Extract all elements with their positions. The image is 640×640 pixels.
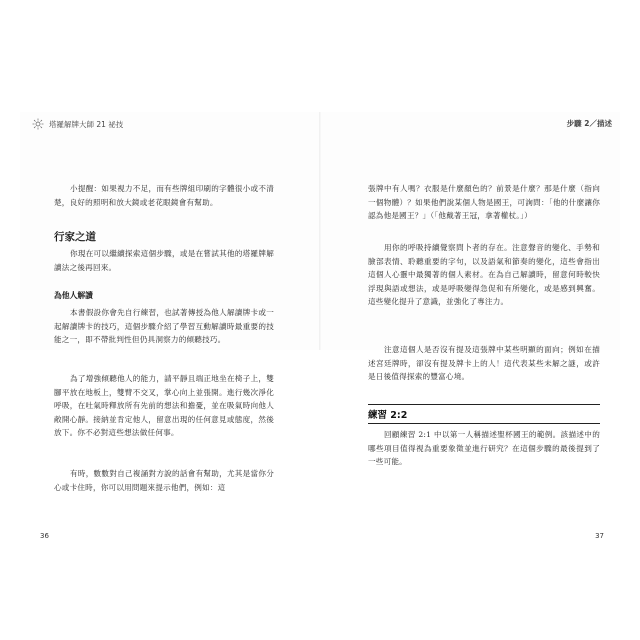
running-head-right: [567, 118, 612, 129]
left-paragraph-1: 本書假設你會先自行練習，也試著傳授為他人解讀牌卡或一起解讀牌卡的技巧，這個步驟介紹了學習互動解讀時最重要的技能之一，即不帶批判性但仍具洞察力的傾聽技巧。: [54, 308, 274, 345]
chapter-title: 步驟 2／描述: [566, 119, 612, 128]
exercise-label: 練習 2:2: [368, 410, 408, 421]
left-paragraph-2: 為了增強傾聽他人的能力，請平靜且端正地坐在椅子上，雙腳平放在地板上，雙臂不交叉，掌心向上並張開。進行幾次淨化呼吸，在吐氣時釋放所有先前的想法和擔憂，並在吸氣時向他人敞開心靜。接納並肯定他人，留意出現的任何意見或態度，然後放下。你不必對這些想法做任何事。: [54, 374, 274, 438]
subsection-title: 為他人解讀: [54, 291, 93, 300]
sun-ornament-icon: [32, 118, 44, 130]
page-number-left: 36: [40, 532, 49, 540]
exercise-text: 回顧練習 2:1 中以第一人稱描述聖杯國王的範例。該描述中的哪些項目值得視為重要象徵並進行研究？在這個步驟的最後提到了一些可能。: [368, 430, 600, 467]
tip-paragraph: 小提醒：如果視力不足，而有些牌組印刷的字體很小或不清楚，良好的照明和放大鏡或老花眼鏡會有幫助。: [54, 184, 274, 207]
section-title: 行家之道: [54, 231, 96, 243]
right-paragraph-2: 用你的呼吸持續覺察問卜者的存在。注意聲音的變化、手勢和臉部表情、聆聽重要的字句，以及語氣和節奏的變化，這些會指出這個人心靈中最獨著的個人素材。在為自己解讀時，留意何時較快浮現與語或想法，或是呼吸變得急促和有所變化，或是感到興奮。這些變化提升了意識，並強化了專注力。: [368, 243, 600, 307]
right-paragraph-3: 注意這個人是否沒有提及這張牌中某些明顯的面向；例如在描述宮廷牌時，卻沒有提及牌卡上的人！這代表某些未解之謎，或許是日後值得探索的豐富心境。: [368, 345, 600, 382]
book-title: 塔羅解牌大師 21 祕技: [49, 119, 124, 129]
page-number-right: 37: [595, 532, 604, 540]
section-intro: 你現在可以繼續探索這個步驟，或是在嘗試其他的塔羅牌解讀法之後再回來。: [54, 249, 274, 272]
left-paragraph-3: 有時，數數對自己複誦對方說的話會有幫助，尤其是當你分心或卡住時，你可以用問題來提示他們，例如：這: [54, 469, 274, 492]
exercise-header: [368, 404, 600, 424]
running-head-left: [32, 118, 123, 130]
right-paragraph-1: 張牌中有人嗎？衣服是什麼顏色的？前景是什麼？那是什麼（指向一個物體）？如果他們說某個人物是國王，可詢問：「他的什麼讓你認為他是國王？」（「他戴著王冠，拿著權杖。」）: [368, 184, 600, 221]
